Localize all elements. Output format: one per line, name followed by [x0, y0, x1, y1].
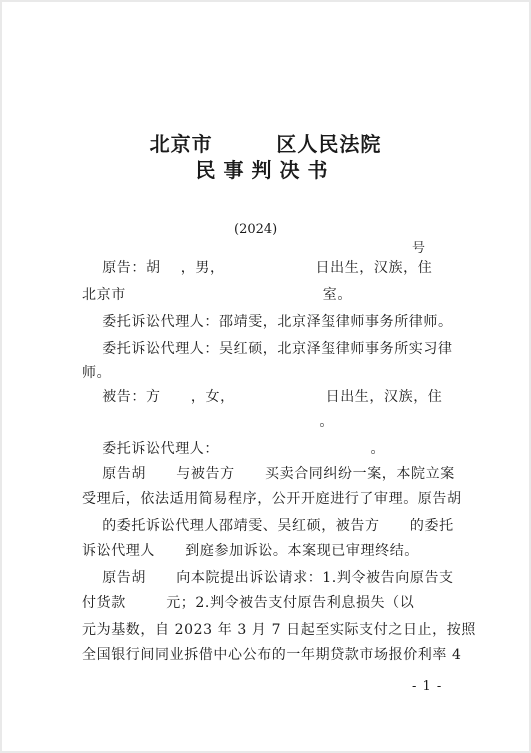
case-year: (2024) — [234, 222, 278, 237]
body-line: 付货款 元；2.判令被告支付原告利息损失（以 — [82, 595, 415, 611]
body-line: 全国银行间同业拆借中心公布的一年期贷款市场报价利率 4 — [82, 647, 462, 663]
body-line: 原告胡 向本院提出诉讼请求：1.判令被告向原告支 — [82, 570, 454, 586]
body-line: 师。 — [82, 365, 112, 381]
court-name: 北京市 区人民法院 — [149, 132, 382, 156]
document-type-title: 民事判决书 — [195, 158, 336, 182]
body-line: 北京市 室。 — [82, 287, 352, 303]
body-line: 原告胡 与被告方 买卖合同纠纷一案，本院立案 — [82, 466, 455, 482]
body-line: 被告：方 ，女， 日出生，汉族，住 — [82, 389, 443, 405]
body-line: 原告：胡 ，男， 日出生，汉族，住 — [82, 260, 433, 276]
page-number: - 1 - — [412, 679, 443, 694]
document-page — [2, 2, 529, 751]
body-line: 委托诉讼代理人： 。 — [82, 441, 386, 457]
body-line: 。 — [82, 414, 334, 430]
body-line: 元为基数，自 2023 年 3 月 7 日起至实际支付之日止，按照 — [82, 622, 476, 638]
body-line: 委托诉讼代理人：吴红硕，北京泽玺律师事务所实习律 — [82, 341, 453, 357]
body-line: 受理后，依法适用简易程序，公开开庭进行了审理。原告胡 — [82, 491, 462, 507]
body-line: 委托诉讼代理人：邵靖雯，北京泽玺律师事务所律师。 — [82, 314, 453, 330]
case-number-suffix: 号 — [412, 241, 426, 256]
body-line: 的委托诉讼代理人邵靖雯、吴红硕，被告方 的委托 — [82, 518, 454, 534]
body-line: 诉讼代理人 到庭参加诉讼。本案现已审理终结。 — [82, 543, 419, 559]
